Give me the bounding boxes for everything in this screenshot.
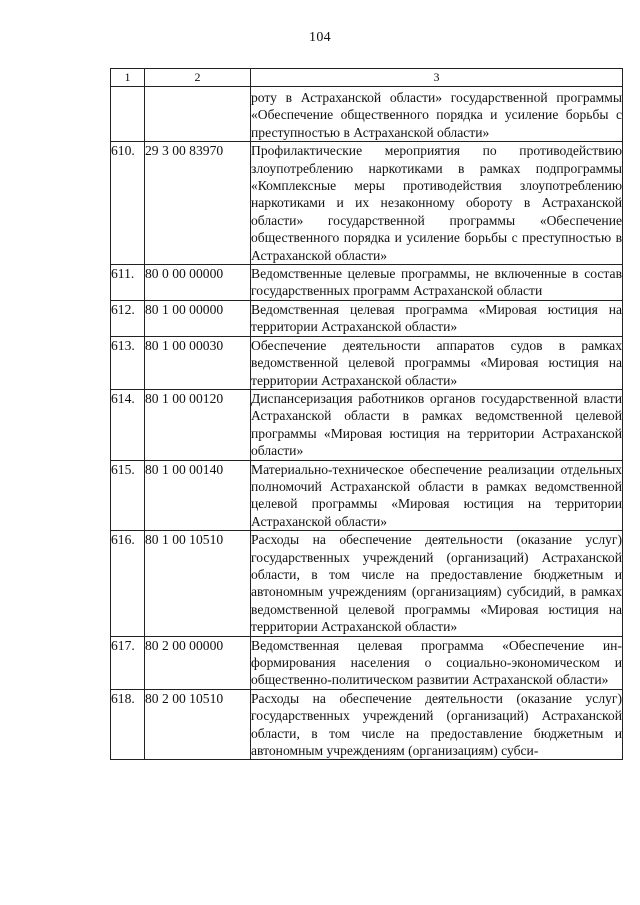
row-number: 614. bbox=[111, 389, 145, 460]
row-description: Ведомственная целевая программа «Обеспечение информирования населения о социально-экономическом и общественно-политическом развитии Астраханской области» bbox=[251, 637, 622, 688]
table-row bbox=[111, 531, 623, 636]
page-number: 104 bbox=[309, 30, 331, 45]
row-description: Материально-техническое обеспечение реализации отдельных полномочий Астраханской области в рамках ведомственной целевой программы «Мировая юстиция на территории Астраханской области» bbox=[251, 461, 622, 529]
row-code: 80 2 00 10510 bbox=[145, 689, 251, 760]
row-code: 29 3 00 83970 bbox=[145, 142, 251, 265]
row-code: 80 1 00 00000 bbox=[145, 300, 251, 336]
row-description: Ведомственная целевая программа «Мировая юстиция на территории Астраханской области» bbox=[251, 301, 622, 335]
row-code: 80 2 00 00000 bbox=[145, 636, 251, 689]
row-description: Диспансеризация работников органов государственной власти Астраханской области в рамках ведомственной целевой программы «Мировая юстиция на территории Астраханской области» bbox=[251, 390, 622, 459]
row-description: Расходы на обеспечение деятельности (оказание услуг) государственных учреждений (организаций) Астраханской области, в том числе на предоставление бюджетным и автономным учреждениям (организациям) субсидий, в рамках ведомственной целевой программы «Мировая юстиция на территории Астраханской области» bbox=[251, 532, 622, 635]
column-header-code: 2 bbox=[145, 69, 251, 87]
row-number: 612. bbox=[111, 300, 145, 336]
row-code: 80 1 00 00140 bbox=[145, 460, 251, 531]
row-description: роту в Астраханской области» государственной программы «Обеспечение общественного порядка и усиление борьбы с преступностью в Астраханской области» bbox=[251, 87, 623, 142]
budget-classification-table bbox=[110, 68, 623, 760]
row-number: 618. bbox=[111, 689, 145, 760]
table-row bbox=[111, 265, 623, 301]
row-number: 616. bbox=[111, 531, 145, 636]
row-code: 80 1 00 10510 bbox=[145, 531, 251, 636]
table-row bbox=[111, 460, 623, 531]
table-row bbox=[111, 336, 623, 389]
row-number: 613. bbox=[111, 336, 145, 389]
row-number: 610. bbox=[111, 142, 145, 265]
table-row bbox=[111, 300, 623, 336]
row-description: Обеспечение деятельности аппаратов судов в рамках ведомственной целевой программы «Мировая юстиция на территории Астраханской области» bbox=[251, 337, 622, 388]
table-row bbox=[111, 389, 623, 460]
row-description: Ведомственные целевые программы, не включенные в состав государственных программ Астраханской области bbox=[251, 266, 622, 299]
table-row bbox=[111, 142, 623, 265]
table-row bbox=[111, 636, 623, 689]
row-number: 615. bbox=[111, 460, 145, 531]
row-description: Расходы на обеспечение деятельности (оказание услуг) государственных учреждений (организаций) Астраханской области, в том числе на предоставление бюджетным и автономным учреждениям (организациям) субси- bbox=[251, 690, 622, 759]
row-code bbox=[145, 87, 251, 142]
row-code: 80 1 00 00120 bbox=[145, 389, 251, 460]
row-description: Профилактические мероприятия по противодействию злоупотреблению наркотиками в рамках подпрограммы «Комплексные меры противодействия злоупотреблению наркотиками и их незаконному обороту в Астраханской области» государственной программы «Обеспечение общественного порядка и усиление борьбы с преступностью в Астраханской области» bbox=[251, 143, 622, 263]
column-header-description: 3 bbox=[251, 69, 623, 87]
row-number: 617. bbox=[111, 636, 145, 689]
row-code: 80 1 00 00030 bbox=[145, 336, 251, 389]
row-code: 80 0 00 00000 bbox=[145, 265, 251, 301]
table-row bbox=[111, 689, 623, 760]
row-number: 611. bbox=[111, 265, 145, 301]
column-header-number: 1 bbox=[111, 69, 145, 87]
row-number bbox=[111, 87, 145, 142]
table-row bbox=[111, 87, 623, 142]
table-header-row bbox=[111, 69, 623, 87]
